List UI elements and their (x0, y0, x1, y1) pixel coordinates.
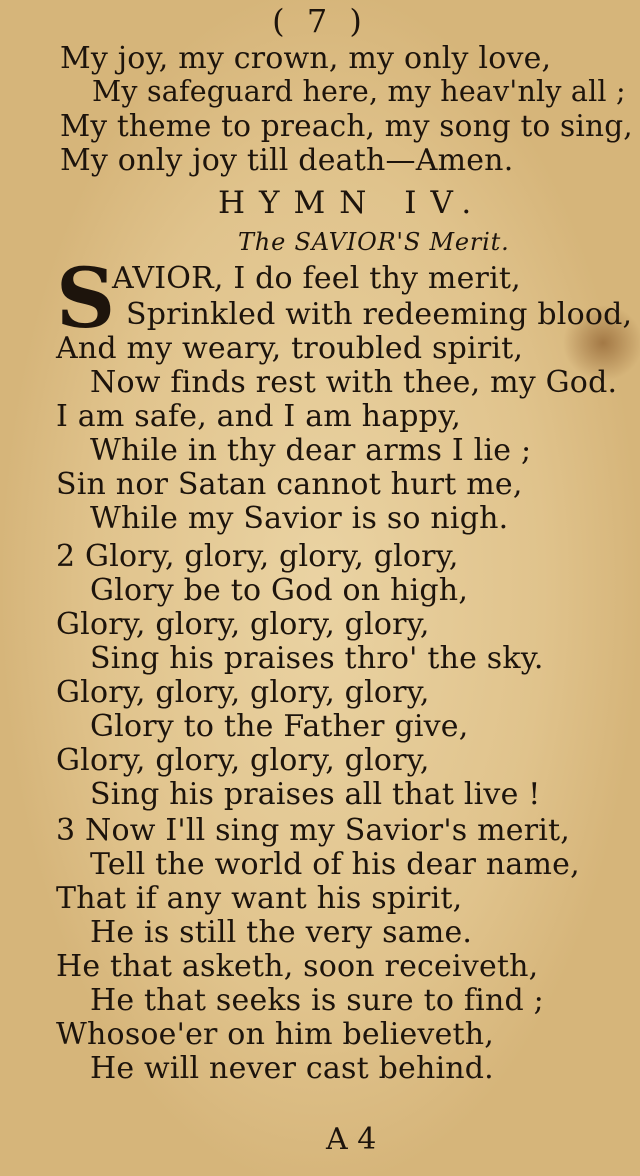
stanza-line: My only joy till death—Amen. (60, 143, 514, 178)
verse-line: Glory, glory, glory, glory, (56, 743, 430, 778)
verse-line: 3 Now I'll sing my Savior's merit, (56, 813, 571, 848)
stanza-line: My safeguard here, my heav'nly all ; (92, 75, 626, 108)
verse-line: And my weary, troubled spirit, (56, 331, 524, 366)
verse-line: He is still the very same. (90, 915, 473, 950)
verse-line: Glory, glory, glory, glory, (56, 607, 430, 642)
verse-line: Sin nor Satan cannot hurt me, (56, 467, 523, 502)
verse-line: While my Savior is so nigh. (90, 501, 509, 536)
verse-line: Now finds rest with thee, my God. (90, 365, 618, 400)
verse-line: He that asketh, soon receiveth, (56, 949, 539, 984)
verse-line: Tell the world of his dear name, (90, 847, 580, 882)
verse-line: Sing his praises all that live ! (90, 777, 541, 812)
verse-line: Glory to the Father give, (90, 709, 469, 744)
drop-cap: S (56, 251, 116, 347)
verse-line: Sing his praises thro' the sky. (90, 641, 544, 676)
verse-line: He that seeks is sure to find ; (90, 983, 544, 1018)
verse-line: AVIOR, I do feel thy merit, (112, 261, 521, 296)
verse-line: Whosoe'er on him believeth, (56, 1017, 495, 1052)
verse-line: Glory be to God on high, (90, 573, 469, 608)
hymn-title: HYMN IV. (218, 185, 486, 221)
verse-line: I am safe, and I am happy, (56, 399, 461, 434)
verse-line: He will never cast behind. (90, 1051, 494, 1086)
verse-line: That if any want his spirit, (56, 881, 463, 916)
stanza-line: My joy, my crown, my only love, (60, 41, 552, 76)
page-number: ( 7 ) (272, 2, 368, 40)
hymn-subtitle: The SAVIOR'S Merit. (238, 228, 510, 256)
verse-line: Glory, glory, glory, glory, (56, 675, 430, 710)
verse-line: While in thy dear arms I lie ; (90, 433, 532, 468)
verse-line: 2 Glory, glory, glory, glory, (56, 539, 459, 574)
signature-mark: A 4 (326, 1122, 377, 1157)
verse-line: Sprinkled with redeeming blood, (126, 297, 633, 332)
stanza-line: My theme to preach, my song to sing, (60, 109, 633, 143)
